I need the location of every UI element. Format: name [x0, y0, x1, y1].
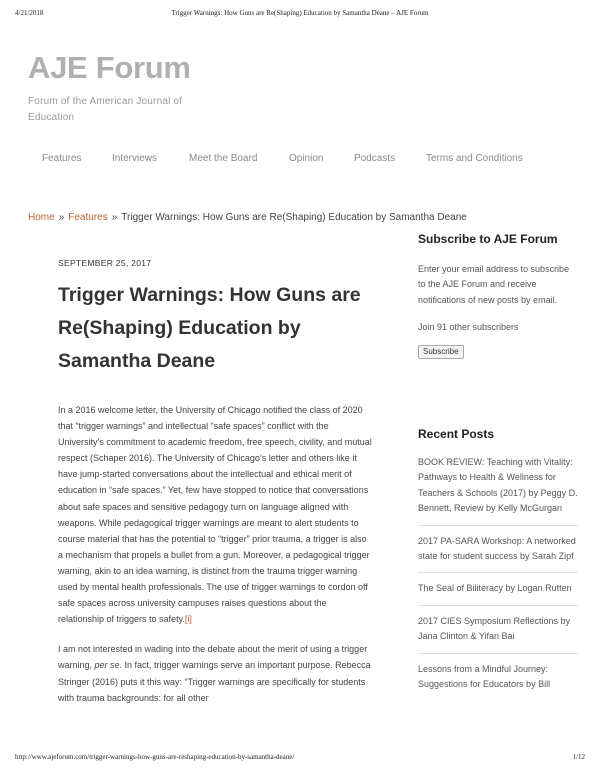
print-page-number: 1/12 — [572, 753, 585, 761]
breadcrumb-current: Trigger Warnings: How Guns are Re(Shaping) Education by Samantha Deane — [121, 212, 467, 223]
site-description: Forum of the American Journal of Education — [28, 96, 183, 123]
print-url: http://www.ajeforum.com/trigger-warnings-how-guns-are-reshaping-education-by-samantha-deane/ — [15, 753, 295, 761]
recent-posts-title: Recent Posts — [418, 427, 495, 441]
subscribe-widget — [418, 232, 578, 359]
post-title: Trigger Warnings: How Guns are Re(Shaping) Education by Samantha Deane — [58, 284, 361, 372]
subscribe-description: Enter your email address to subscribe to the AJE Forum and receive notifications of new posts by email. — [418, 264, 570, 305]
nav-item-opinion[interactable]: Opinion — [289, 153, 324, 164]
paragraph-text: I am not interested in wading into the debate about the merit of using a trigger warning, — [58, 644, 368, 671]
breadcrumb-separator: » — [58, 212, 65, 223]
recent-post-link[interactable]: 2017 CIES Symposium Reflections by Jana Clinton & Yifan Bai — [418, 614, 578, 654]
nav-item-podcasts[interactable]: Podcasts — [354, 153, 396, 164]
print-footer — [15, 753, 585, 765]
post-body — [58, 402, 374, 720]
recent-post-link[interactable]: 2017 PA-SARA Workshop: A networked state for student success by Sarah Zipf — [418, 534, 578, 574]
paragraph-text: . In fact, trigger warnings serve an important purpose. Rebecca Stringer (2016) puts it this way: “Trigger warnings are specifically for students with trauma backgrounds: for all other — [58, 660, 371, 703]
post-header — [58, 258, 398, 378]
nav-item-meet-the-board[interactable]: Meet the Board — [189, 153, 258, 164]
subscribe-button[interactable]: Subscribe — [418, 345, 464, 359]
post-paragraph — [58, 641, 374, 705]
site-title[interactable]: AJE Forum — [28, 50, 191, 85]
subscribe-title: Subscribe to AJE Forum — [418, 232, 558, 246]
breadcrumb-separator: » — [111, 212, 118, 223]
print-header — [15, 9, 585, 21]
nav-item-features[interactable]: Features — [42, 153, 82, 164]
breadcrumb-home[interactable]: Home — [28, 212, 55, 223]
post-date: SEPTEMBER 25, 2017 — [58, 258, 152, 268]
print-date: 4/21/2018 — [15, 9, 44, 17]
recent-post-link[interactable]: The Seal of Biliteracy by Logan Rutten — [418, 581, 578, 605]
recent-post-link[interactable]: BOOK REVIEW: Teaching with Vitality: Pathways to Health & Wellness for Teachers & Schools (2017) by Peggy D. Bennett, Review by Kelly McGurgan — [418, 455, 578, 526]
post-paragraph — [58, 402, 374, 627]
nav-item-terms-and-conditions[interactable]: Terms and Conditions — [426, 153, 523, 164]
subscriber-count: Join 91 other subscribers — [418, 322, 519, 333]
footnote-link[interactable]: [i] — [184, 614, 192, 625]
paragraph-text: In a 2016 welcome letter, the University of Chicago notified the class of 2020 that “trigger warnings” and intellectual “safe spaces” conflict with the University’s commitment to academic freedom, free speech, civility, and mutual respect (Schaper 2016). The University of Chicago’s letter and others like it have jump-started conversations about the intellectual and ethical merit of education in “safe spaces.” Yet, few have stopped to notice that conversations about safe spaces and sensitive pedagogy turn on language aligned with weapons. While pedagogical trigger warnings are meant to alert students to course material that has the potential to “trigger” prior trauma, a trigger is also a mechanism that propels a bullet from a gun. Moreover, a pedagogical trigger warning, akin to an idea warning, is distinct from the trauma trigger warning used by mental health professionals. The use of trigger warnings to cordon off safe spaces across university campuses raises questions about the relationship of triggers to safety. — [58, 405, 372, 625]
recent-posts-widget — [418, 427, 578, 708]
breadcrumb — [28, 212, 467, 223]
print-doc-title: Trigger Warnings: How Guns are Re(Shaping) Education by Samantha Deane – AJE Forum — [171, 9, 429, 17]
paragraph-emphasis: per se — [94, 660, 120, 671]
breadcrumb-features[interactable]: Features — [68, 212, 108, 223]
recent-post-link[interactable]: Lessons from a Mindful Journey: Suggestions for Educators by Bill — [418, 663, 551, 690]
main-nav — [0, 153, 600, 167]
nav-item-interviews[interactable]: Interviews — [112, 153, 158, 164]
recent-posts-list — [418, 455, 578, 700]
